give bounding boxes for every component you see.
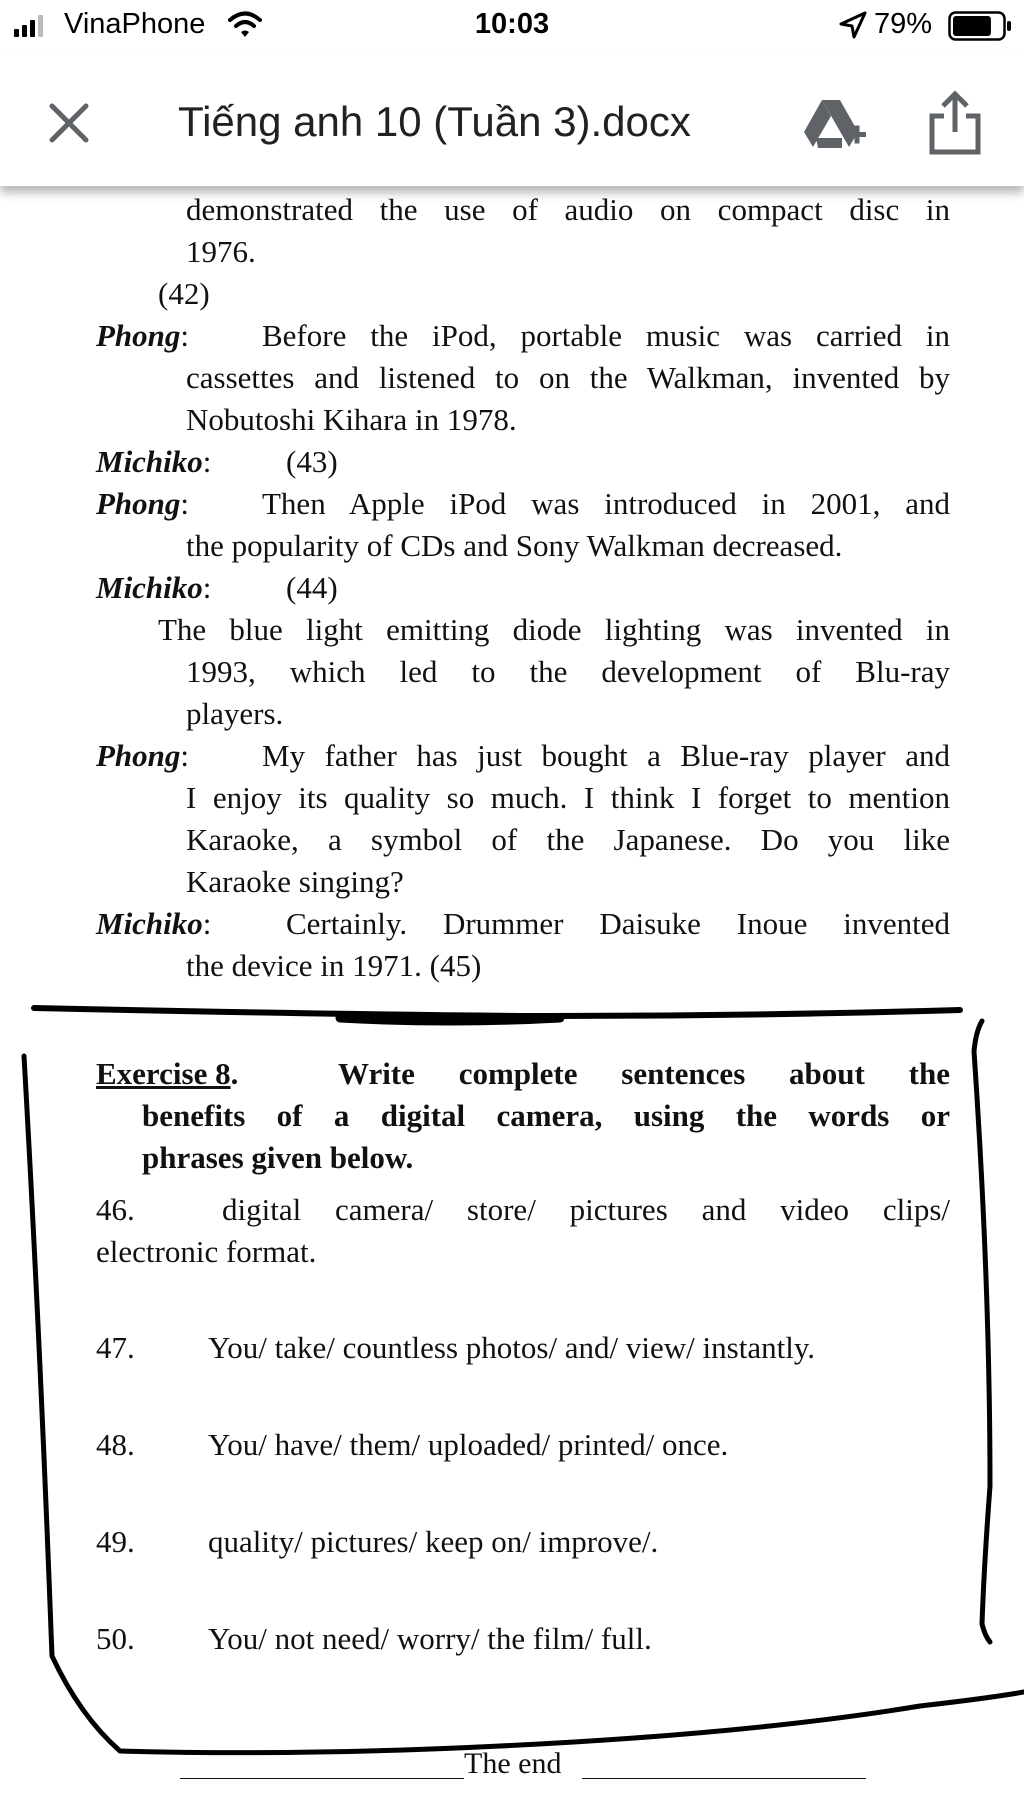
speaker-name: Phong xyxy=(96,318,181,353)
location-arrow-icon xyxy=(838,10,868,40)
speaker-name: Phong xyxy=(96,738,181,773)
text-line: The blue light emitting diode lighting was invented in xyxy=(158,612,950,647)
close-icon[interactable] xyxy=(42,96,96,150)
text-line: the popularity of CDs and Sony Walkman decreased. xyxy=(186,528,843,563)
document-header xyxy=(0,52,1024,186)
speaker-name: Phong xyxy=(96,486,181,521)
blank-44: (44) xyxy=(286,570,338,605)
text-line: Then Apple iPod was introduced in 2001, and xyxy=(262,486,950,521)
text-line: My father has just bought a Blue-ray player and xyxy=(262,738,950,773)
item-prompt: You/ have/ them/ uploaded/ printed/ once. xyxy=(208,1427,729,1462)
item-number: 46. xyxy=(96,1192,135,1227)
carrier-name: VinaPhone xyxy=(64,8,206,40)
speaker-label xyxy=(96,736,189,776)
text-line: Certainly. Drummer Daisuke Inoue invented xyxy=(286,906,950,941)
battery-percentage: 79% xyxy=(874,8,933,40)
text-line: 1976. xyxy=(186,234,256,269)
share-icon[interactable] xyxy=(928,90,982,156)
text-line: Karaoke, a symbol of the Japanese. Do you like xyxy=(186,822,950,857)
text-line: the device in 1971. (45) xyxy=(186,948,482,983)
status-bar xyxy=(0,0,1024,52)
speaker-colon: : xyxy=(202,570,212,605)
text-line: cassettes and listened to on the Walkman, invented by xyxy=(186,360,950,395)
document-title: Tiếng anh 10 (Tuần 3).docx xyxy=(178,98,691,145)
item-prompt: digital camera/ store/ pictures and video clips/ xyxy=(222,1192,950,1227)
speaker-colon: : xyxy=(202,444,212,479)
item-prompt: quality/ pictures/ keep on/ improve/. xyxy=(208,1524,659,1559)
exercise-number: Exercise 8 xyxy=(96,1056,231,1091)
text-line: 1993, which led to the development of Blu-ray xyxy=(186,654,950,689)
blank-43: (43) xyxy=(286,444,338,479)
text-line: demonstrated the use of audio on compact disc in xyxy=(186,192,950,227)
speaker-colon: : xyxy=(202,906,212,941)
speaker-label xyxy=(96,904,211,944)
speaker-name: Michiko xyxy=(96,570,203,605)
item-prompt: You/ not need/ worry/ the film/ full. xyxy=(208,1621,652,1656)
drive-add-icon[interactable] xyxy=(802,92,868,156)
text-line: I enjoy its quality so much. I think I forget to mention xyxy=(186,780,950,815)
item-number: 50. xyxy=(96,1621,135,1656)
exercise-instruction: phrases given below. xyxy=(142,1140,414,1175)
item-number: 49. xyxy=(96,1524,135,1559)
speaker-label xyxy=(96,316,189,356)
footer-rule-left xyxy=(180,1778,464,1779)
item-prompt: electronic format. xyxy=(96,1234,317,1269)
speaker-label xyxy=(96,442,211,482)
item-number: 48. xyxy=(96,1427,135,1462)
speaker-colon: : xyxy=(180,486,190,521)
document-page xyxy=(0,186,1024,1820)
exercise-instruction: Write complete sentences about the xyxy=(338,1056,950,1091)
item-prompt: You/ take/ countless photos/ and/ view/ instantly. xyxy=(208,1330,816,1365)
exercise-instruction: benefits of a digital camera, using the words or xyxy=(142,1098,950,1133)
speaker-label xyxy=(96,484,189,524)
footer-rule-right xyxy=(582,1778,866,1779)
text-line: Before the iPod, portable music was carried in xyxy=(262,318,950,353)
blank-42: (42) xyxy=(158,276,210,311)
exercise-label xyxy=(96,1054,238,1094)
item-number: 47. xyxy=(96,1330,135,1365)
exercise-dot: . xyxy=(230,1056,239,1091)
text-line: Nobutoshi Kihara in 1978. xyxy=(186,402,517,437)
text-line: players. xyxy=(186,696,284,731)
speaker-colon: : xyxy=(180,738,190,773)
speaker-name: Michiko xyxy=(96,444,203,479)
speaker-name: Michiko xyxy=(96,906,203,941)
text-line: Karaoke singing? xyxy=(186,864,404,899)
clock: 10:03 xyxy=(474,8,550,40)
speaker-label xyxy=(96,568,211,608)
battery-icon xyxy=(948,11,1012,41)
speaker-colon: : xyxy=(180,318,190,353)
footer-the-end: The end xyxy=(464,1747,562,1780)
